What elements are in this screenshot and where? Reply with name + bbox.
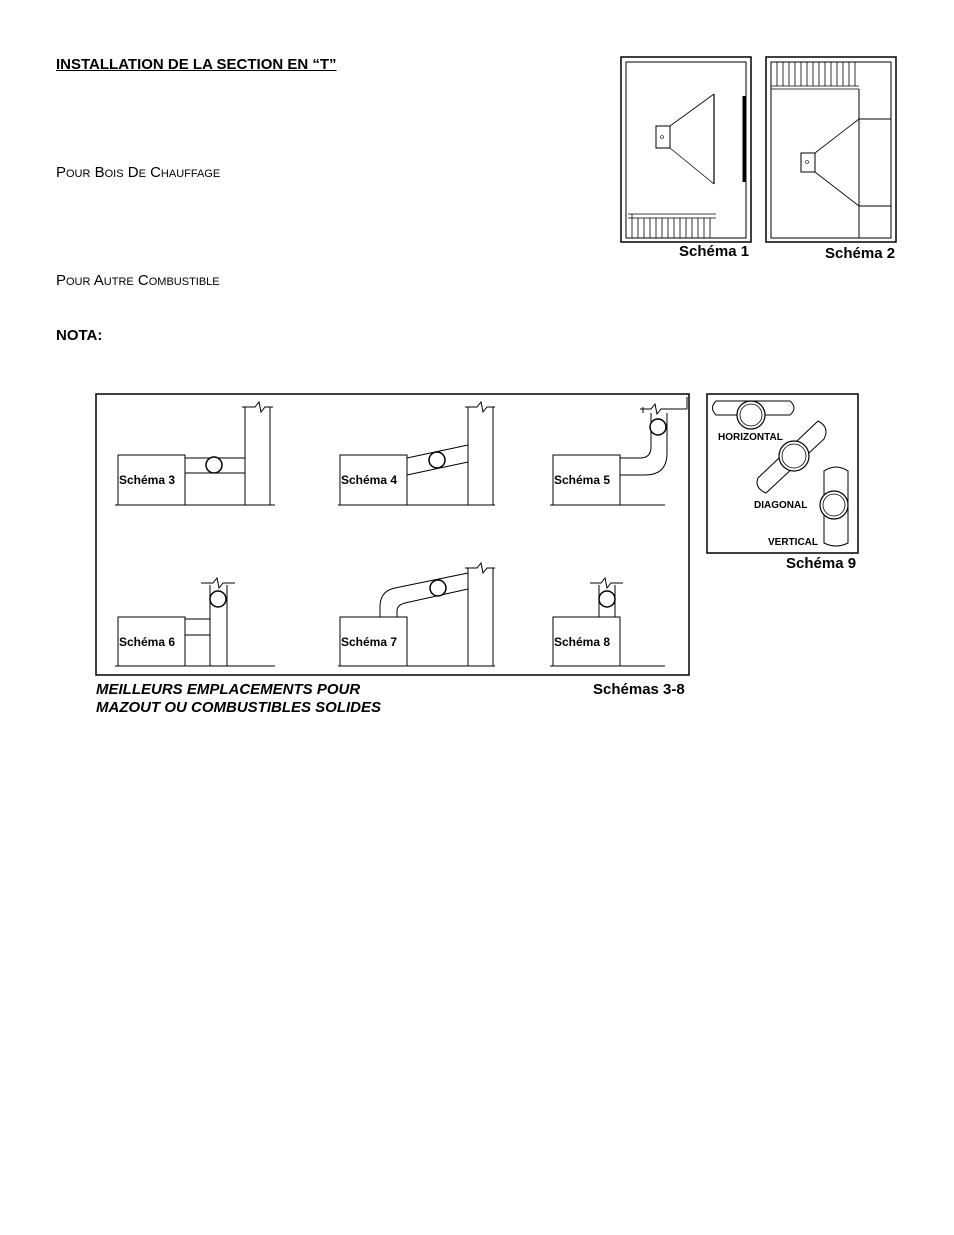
figures-3-8-caption: Schémas 3-8	[593, 681, 685, 698]
best-locations-caption	[96, 681, 381, 717]
figure-7-diagram	[338, 563, 495, 666]
nota-label: NOTA:	[56, 327, 103, 344]
horizontal-label: HORIZONTAL	[718, 432, 783, 443]
figure-2-caption: Schéma 2	[825, 245, 896, 262]
best-locations-caption-line-1: MEILLEURS EMPLACEMENTS POUR	[96, 681, 361, 698]
horizontal-tee-diagram	[713, 401, 795, 429]
figure-1-caption: Schéma 1	[679, 243, 750, 260]
best-locations-diagrams	[95, 393, 691, 678]
figure-6-diagram	[115, 578, 275, 666]
vertical-label: VERTICAL	[768, 537, 818, 548]
figure-5-diagram	[550, 397, 687, 505]
best-locations-caption-line-2: MAZOUT OU COMBUSTIBLES SOLIDES	[96, 699, 381, 716]
tee-orientation-diagram	[706, 393, 861, 556]
figure-7-caption: Schéma 7	[341, 635, 398, 649]
figure-6-caption: Schéma 6	[119, 635, 176, 649]
figure-8-caption: Schéma 8	[554, 635, 611, 649]
subheading-other-fuel: Pour Autre Combustible	[56, 272, 220, 289]
subheading-firewood: Pour Bois De Chauffage	[56, 164, 221, 181]
vertical-tee-diagram	[820, 467, 848, 546]
figure-4-caption: Schéma 4	[341, 473, 398, 487]
figure-3-caption: Schéma 3	[119, 473, 176, 487]
figure-8-diagram	[550, 578, 665, 666]
tee-section-diagram-1	[620, 56, 754, 246]
figure-3-diagram	[115, 402, 275, 505]
tee-section-diagram-2	[765, 56, 899, 246]
figure-4-diagram	[338, 402, 495, 505]
figure-9-caption: Schéma 9	[786, 555, 857, 572]
section-title: INSTALLATION DE LA SECTION EN “T”	[56, 56, 337, 73]
diagonal-label: DIAGONAL	[754, 500, 808, 511]
figure-5-caption: Schéma 5	[554, 473, 611, 487]
